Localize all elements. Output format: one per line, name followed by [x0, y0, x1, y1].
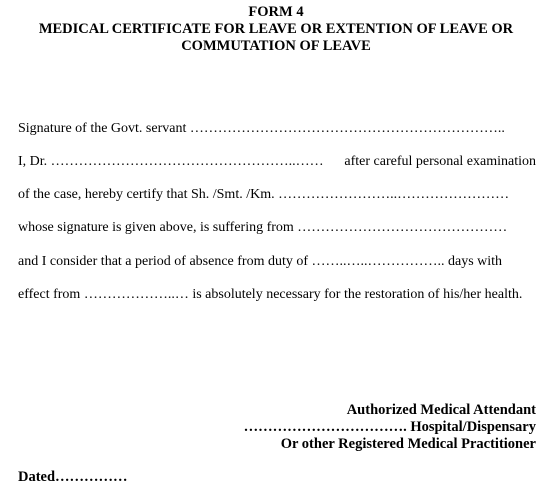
doctor-name-field: I, Dr. ……………………………………………..……: [18, 154, 324, 169]
authorized-attendant-label: Authorized Medical Attendant: [346, 402, 536, 418]
certify-name-line: of the case, hereby certify that Sh. /Smt. /Km. ……………………..……………………: [18, 187, 510, 202]
form-title-line-2: COMMUTATION OF LEAVE: [181, 38, 371, 54]
signature-block: [244, 402, 536, 453]
suffering-from-line: whose signature is given above, is suffering from ………………………………………: [18, 220, 508, 235]
form-title-line-1: MEDICAL CERTIFICATE FOR LEAVE OR EXTENTION OF LEAVE OR: [38, 21, 514, 37]
form-number: FORM 4: [248, 4, 304, 20]
registered-practitioner-label: Or other Registered Medical Practitioner: [280, 436, 536, 452]
absence-period-line: and I consider that a period of absence from duty of ……..…..…………….. days with: [18, 254, 503, 269]
effect-from-line: effect from ………………..… is absolutely necessary for the restoration of his/her health.: [18, 287, 523, 302]
doctor-name-line: [18, 154, 536, 170]
dated-line: Dated……………: [18, 469, 128, 485]
hospital-dispensary-line: ……………………………. Hospital/Dispensary: [243, 419, 536, 435]
govt-servant-signature-line: Signature of the Govt. servant …………………………………………………………..: [18, 121, 505, 136]
form-header: [0, 4, 552, 55]
examination-text: after careful personal examination: [344, 154, 536, 169]
